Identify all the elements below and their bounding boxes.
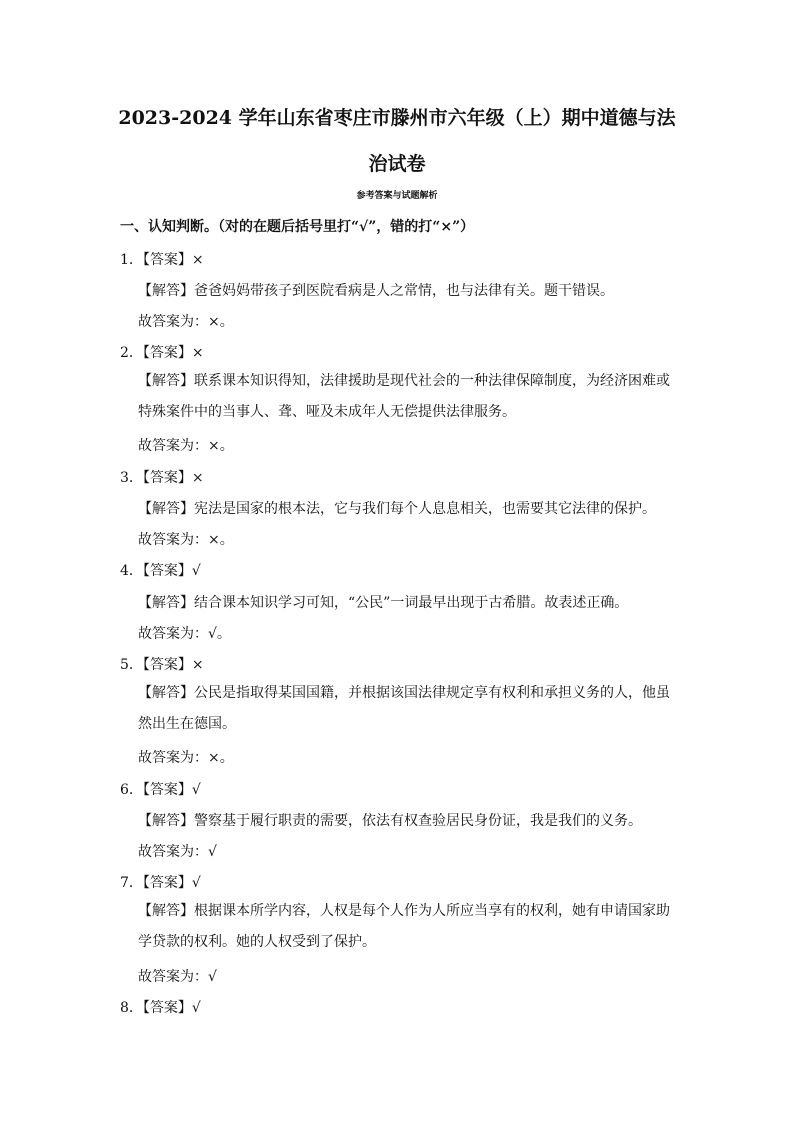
answer-line: 1．【答案】× [120, 252, 204, 268]
final-answer-line: 故答案为：√ [138, 969, 217, 985]
document-title [110, 95, 684, 187]
document-subtitle: 参考答案与试题解析 [356, 191, 438, 201]
analysis-line: 【解答】爸爸妈妈带孩子到医院看病是人之常情，也与法律有关。题干错误。 [138, 283, 614, 299]
analysis-line: 【解答】公民是指取得某国国籍，并根据该国法律规定享有权利和承担义务的人，他虽然出生在德国。 [138, 685, 670, 732]
final-answer-line: 故答案为：×。 [138, 438, 234, 454]
analysis-line: 【解答】警察基于履行职责的需要，依法有权查验居民身份证，我是我们的义务。 [138, 813, 642, 829]
answer-line: 6．【答案】√ [120, 782, 201, 798]
answer-line: 8．【答案】√ [120, 1000, 201, 1016]
final-answer-line: 故答案为：×。 [138, 750, 234, 766]
answer-line: 5．【答案】× [120, 657, 204, 673]
final-answer-line: 故答案为：√ [138, 844, 217, 860]
final-answer-line: 故答案为：√。 [138, 626, 231, 642]
answer-line: 7．【答案】√ [120, 875, 201, 891]
title-line-1: 2023-2024 学年山东省枣庄市滕州市六年级（上）期中道德与法 [118, 107, 676, 129]
analysis-line: 【解答】宪法是国家的根本法，它与我们每个人息息相关，也需要其它法律的保护。 [138, 501, 656, 517]
analysis-line: 【解答】联系课本知识得知，法律援助是现代社会的一种法律保障制度，为经济困难或特殊案件中的当事人、聋、哑及未成年人无偿提供法律服务。 [138, 373, 670, 420]
final-answer-line: 故答案为：×。 [138, 314, 234, 330]
analysis-line: 【解答】根据课本所学内容，人权是每个人作为人所应当享有的权利，她有申请国家助学贷款的权利。她的人权受到了保护。 [138, 903, 670, 950]
answer-line: 2．【答案】× [120, 345, 204, 361]
answer-line: 3．【答案】× [120, 470, 204, 486]
final-answer-line: 故答案为：×。 [138, 532, 234, 548]
section-heading: 一、认知判断。（对的在题后括号里打“√”，错的打“×”） [120, 219, 475, 235]
title-line-2: 治试卷 [368, 153, 426, 175]
answer-line: 4．【答案】√ [120, 563, 201, 579]
analysis-line: 【解答】结合课本知识学习可知，“公民”一词最早出现于古希腊。故表述正确。 [138, 595, 629, 611]
